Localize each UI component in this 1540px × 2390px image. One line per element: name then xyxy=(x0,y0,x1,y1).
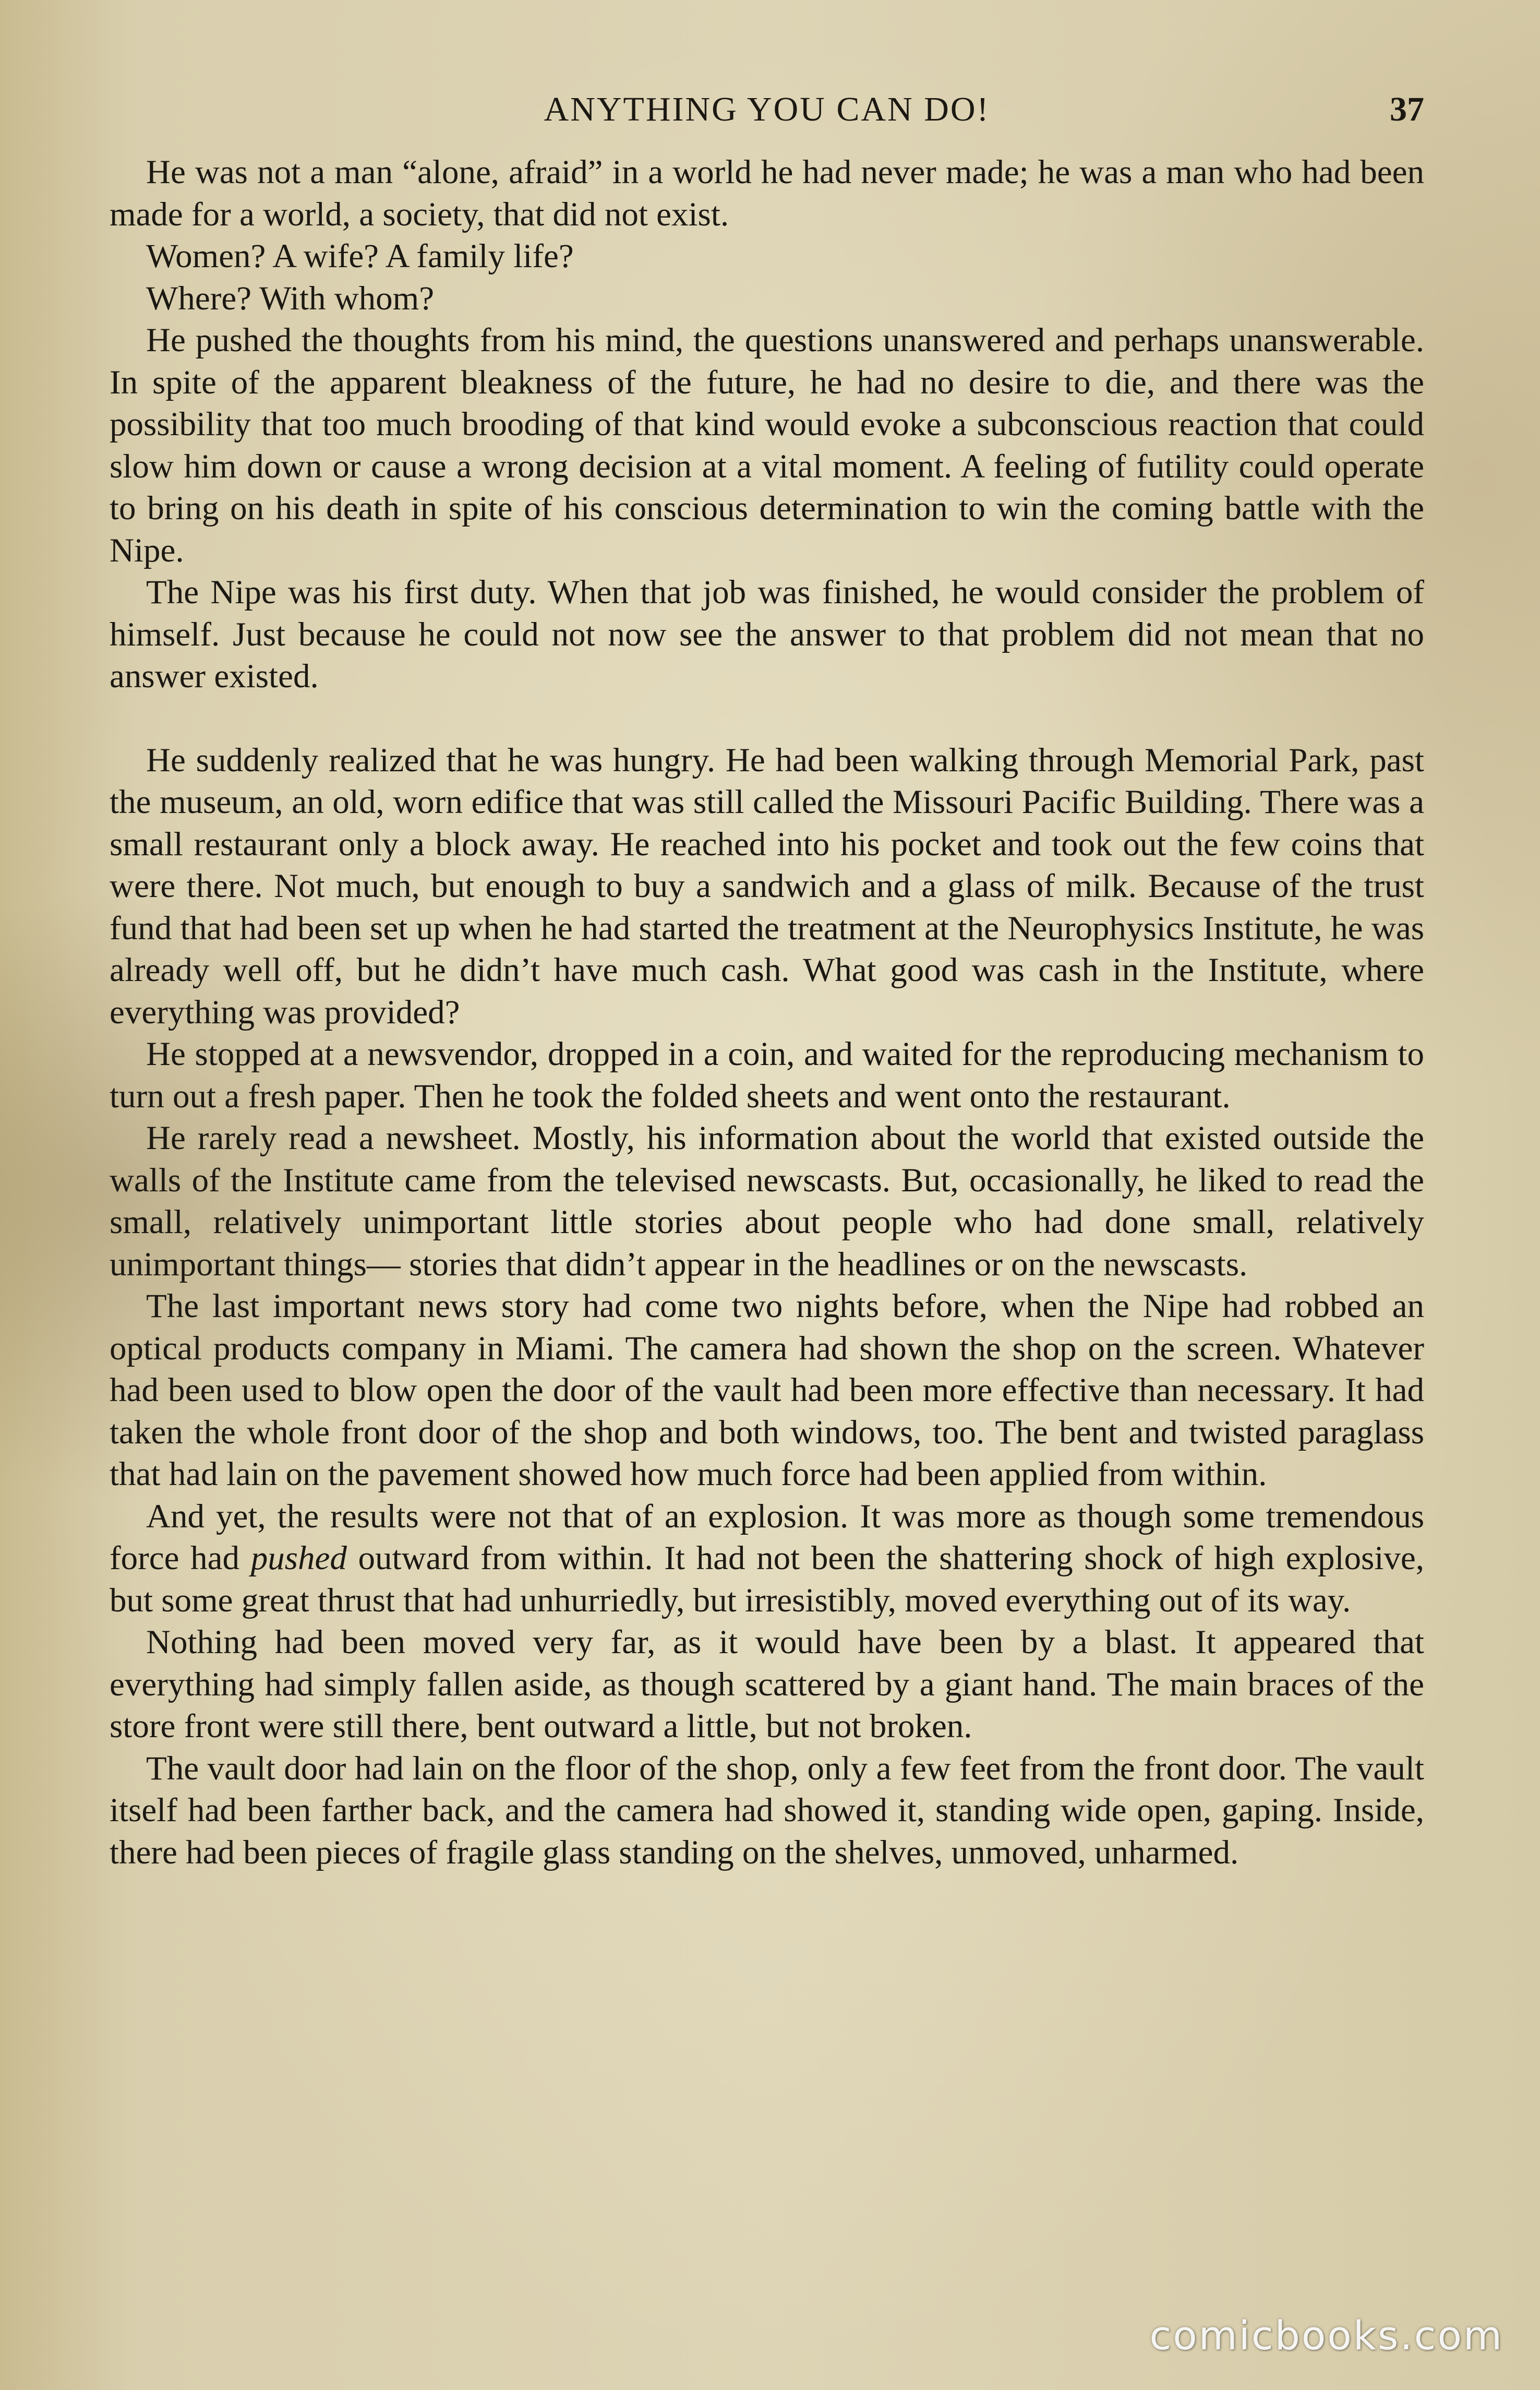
text-run: He stopped at a newsvendor, dropped in a coin, and waited for the reproducing mechanism to turn out a fresh paper. Then he took the folded sheets and went onto the restaurant. xyxy=(110,1035,1424,1115)
text-run: He pushed the thoughts from his mind, the questions unanswered and perhaps unanswerable. In spite of the apparent bleakness of the future, he had no desire to die, and there was the possibility that too much brooding of that kind would evoke a subconscious reaction that could slow him down or cause a wrong decision at a vital moment. A feeling of futility could operate to bring on his death in spite of his conscious determination to win the coming battle with the Nipe. xyxy=(110,321,1424,569)
text-run: Women? A wife? A family life? xyxy=(146,237,574,275)
running-title: ANYTHING YOU CAN DO! xyxy=(544,90,990,128)
paragraph-2 xyxy=(110,235,1424,278)
text-run: Where? With whom? xyxy=(146,279,435,317)
paragraph-9 xyxy=(110,1285,1424,1496)
paragraph-8 xyxy=(110,1117,1424,1285)
paragraph-10 xyxy=(110,1496,1424,1622)
paragraph-4 xyxy=(110,319,1424,571)
paragraph-1 xyxy=(110,151,1424,235)
watermark: comicbooks.com xyxy=(1149,2312,1503,2359)
text-run: The Nipe was his first duty. When that job was finished, he would consider the problem of himself. Just because he could not now see the answer to that problem did not mean that no answer existed. xyxy=(110,573,1424,695)
paragraph-12 xyxy=(110,1748,1424,1874)
text-run: He suddenly realized that he was hungry. He had been walking through Memorial Park, past the museum, an old, worn edifice that was still called the Missouri Pacific Building. There was a small restaurant only a block away. He reached into his pocket and took out the few coins that were there. Not much, but enough to buy a sandwich and a glass of milk. Because of the trust fund that had been set up when he had started the treatment at the Neurophysics Institute, he was already well off, but he didn’t have much cash. What good was cash in the Institute, where everything was provided? xyxy=(110,741,1424,1031)
running-head xyxy=(110,83,1424,136)
paragraph-5 xyxy=(110,571,1424,698)
paragraph-11 xyxy=(110,1621,1424,1748)
paragraph-6 xyxy=(110,739,1424,1034)
text-run: outward from within. It had not been the shattering shock of high explosive, but some great thrust that had unhurriedly, but irresistibly, moved everything out of its way. xyxy=(110,1539,1424,1619)
text-run: He rarely read a newsheet. Mostly, his information about the world that existed outside the walls of the Institute came from the televised newscasts. But, occasionally, he liked to read the small, relatively unimportant little stories about people who had done small, relatively unimportant things— stories that didn’t appear in the headlines or on the newscasts. xyxy=(110,1119,1424,1283)
text-run: He was not a man “alone, afraid” in a world he had never made; he was a man who had been made for a world, a society, that did not exist. xyxy=(110,153,1424,233)
text-run: And yet, the results were not that of an explosion. It was more as though some tremendous force had xyxy=(110,1497,1424,1577)
page-number: 37 xyxy=(1390,90,1424,128)
paragraph-7 xyxy=(110,1033,1424,1117)
italic-text-run: pushed xyxy=(250,1539,347,1577)
text-run: The vault door had lain on the floor of the shop, only a few feet from the front door. The vault itself had been farther back, and the camera had showed it, standing wide open, gaping. Inside, there had been pieces of fragile glass standing on the shelves, unmoved, unharmed. xyxy=(110,1749,1424,1871)
paragraph-3 xyxy=(110,278,1424,320)
text-run: The last important news story had come two nights before, when the Nipe had robbed an optical products company in Miami. The camera had shown the shop on the screen. Whatever had been used to blow open the door of the vault had been more effective than necessary. It had taken the whole front door of the shop and both windows, too. The bent and twisted paraglass that had lain on the pavement showed how much force had been applied from within. xyxy=(110,1287,1424,1493)
body-text xyxy=(110,151,1424,1873)
section-break xyxy=(110,698,1424,739)
text-run: Nothing had been moved very far, as it would have been by a blast. It appeared that everything had simply fallen aside, as though scattered by a giant hand. The main braces of the store front were still there, bent outward a little, but not broken. xyxy=(110,1623,1424,1745)
